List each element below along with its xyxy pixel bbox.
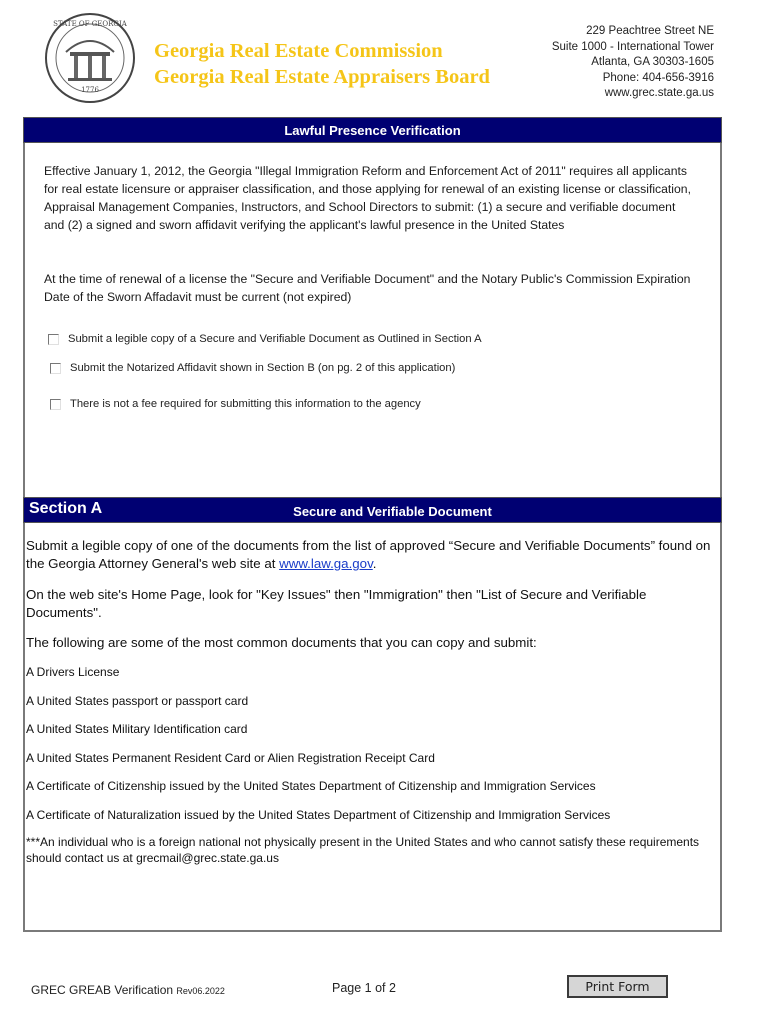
checkbox-notarized-affidavit[interactable] <box>50 363 61 374</box>
intro-text-end: . <box>372 556 377 571</box>
org-name-appraisers-board: Georgia Real Estate Appraisers Board <box>154 66 490 88</box>
form-revision: Rev06.2022 <box>176 986 225 996</box>
checkbox-row-notarized-affidavit[interactable] <box>50 362 455 374</box>
law-ga-gov-link[interactable]: www.law.ga.gov <box>279 556 373 571</box>
svg-text:STATE OF GEORGIA: STATE OF GEORGIA <box>53 20 127 28</box>
checkbox-label: There is not a fee required for submitting this information to the agency <box>70 398 421 410</box>
checkbox-no-fee[interactable] <box>50 399 61 410</box>
list-item: A Certificate of Citizenship issued by the United States Department of Citizenship and Immigration Services <box>26 779 596 793</box>
section-a-label: Section A <box>29 500 103 517</box>
checkbox-label: Submit the Notarized Affidavit shown in Section B (on pg. 2 of this application) <box>70 362 456 374</box>
checkbox-row-no-fee[interactable] <box>50 398 421 410</box>
address-suite: Suite 1000 - International Tower <box>551 40 714 53</box>
section-a-intro <box>26 537 716 573</box>
form-name: GREC GREAB Verification <box>31 983 177 997</box>
intro-text: Submit a legible copy of one of the documents from the list of approved “Secure and Verifiable Documents” found on the Georgia Attorney General's web site at <box>26 538 711 571</box>
address-city: Atlanta, GA 30303-1605 <box>591 56 714 68</box>
list-item: A United States Military Identification card <box>26 722 248 736</box>
intro-paragraph: Effective January 1, 2012, the Georgia "Illegal Immigration Reform and Enforcement Act of 2011" requires all applicants for real estate licensure or appraiser classification, and those applying for renewal of an existing license or classification, Appraisal Management Companies, Instructors, and School Directors to submit: (1) a secure and verifiable document and (2) a signed and sworn affidavit verifying the applicant's lawful presence in the United States <box>44 164 691 232</box>
section-a-instructions: On the web site's Home Page, look for "Key Issues" then "Immigration" then "List of Secure and Verifiable Documents". <box>26 587 647 620</box>
list-item: A United States passport or passport card <box>26 693 249 708</box>
section-header-lawful-presence <box>23 117 722 143</box>
georgia-state-seal-icon <box>44 12 136 104</box>
section-a-title: Secure and Verifiable Document <box>293 504 492 519</box>
print-form-button[interactable]: Print Form <box>567 975 668 998</box>
list-item: A United States Permanent Resident Card or Alien Registration Receipt Card <box>26 750 435 765</box>
address-phone: Phone: 404-656-3916 <box>602 71 714 84</box>
section-a-list-intro: The following are some of the most common documents that you can copy and submit: <box>26 635 537 650</box>
org-name-commission: Georgia Real Estate Commission <box>154 40 443 62</box>
agency-address <box>552 24 714 102</box>
organization-title <box>154 38 490 90</box>
document-list <box>26 664 610 835</box>
address-street: 229 Peachtree Street NE <box>586 25 714 37</box>
list-item: A Drivers License <box>26 665 120 679</box>
list-item: A Certificate of Naturalization issued by the United States Department of Citizenship and Immigration Services <box>26 807 611 822</box>
foreign-national-note: ***An individual who is a foreign national not physically present in the United States and who cannot satisfy these requirements should contact us at grecmail@grec.state.ga.us <box>26 835 700 865</box>
section-title: Lawful Presence Verification <box>284 123 461 138</box>
renewal-paragraph: At the time of renewal of a license the "Secure and Verifiable Document" and the Notary Public's Commission Expiration Date of the Sworn Affadavit must be current (not expired) <box>44 272 691 304</box>
svg-text:1776: 1776 <box>81 86 99 94</box>
checkbox-label: Submit a legible copy of a Secure and Verifiable Document as Outlined in Section A <box>68 333 482 345</box>
form-identifier <box>31 983 225 997</box>
section-header-section-a <box>23 497 722 523</box>
page-number: Page 1 of 2 <box>332 981 396 995</box>
checkbox-secure-document[interactable] <box>48 334 59 345</box>
checkbox-row-secure-document[interactable] <box>48 333 482 345</box>
address-website: www.grec.state.ga.us <box>604 87 714 99</box>
